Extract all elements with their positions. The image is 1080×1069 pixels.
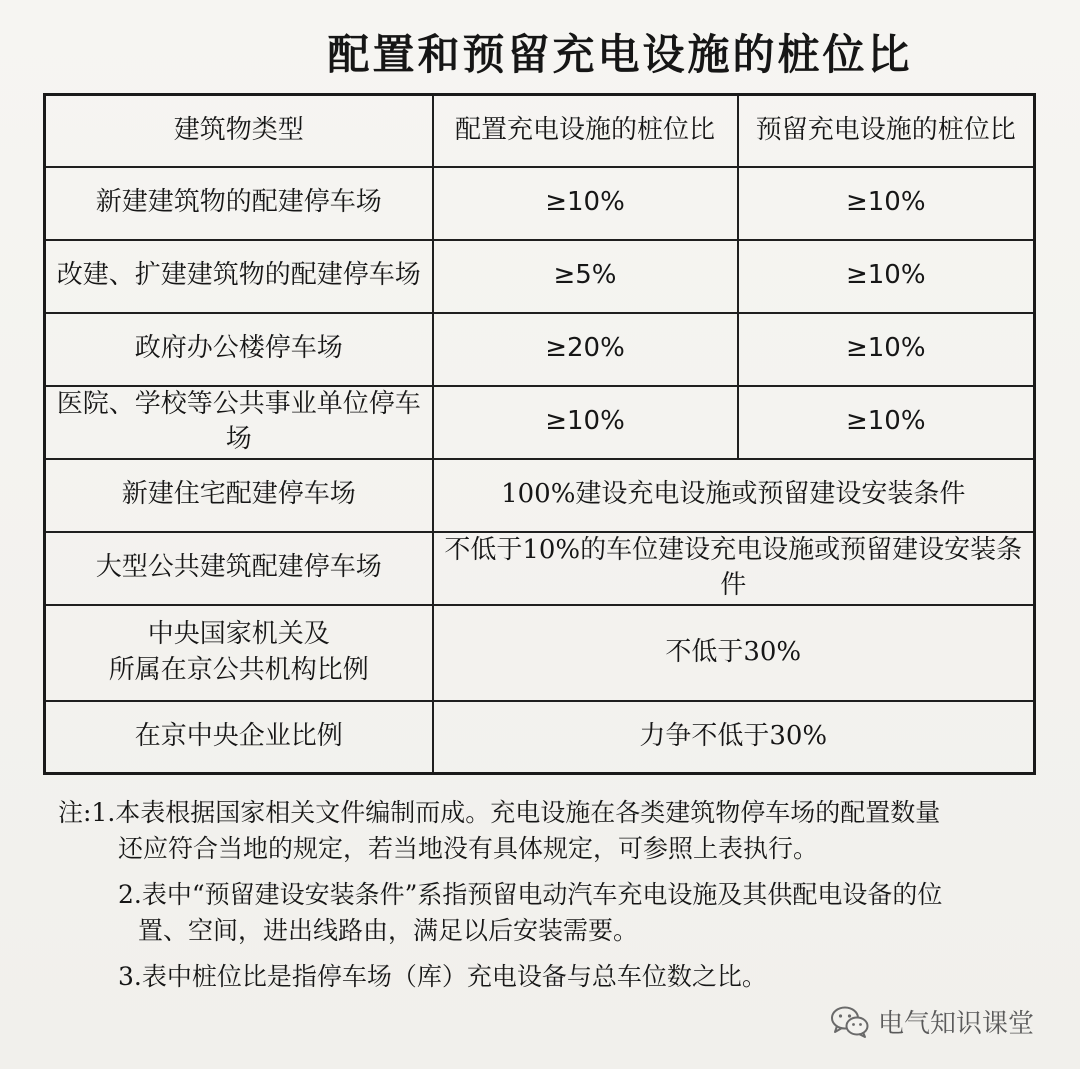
note-3-line-1: 3.表中桩位比是指停车场（库）充电设备与总车位数之比。 (118, 962, 767, 991)
cell-config-ratio: ≥10% (433, 386, 738, 459)
cell-merged-ratio: 100%建设充电设施或预留建设安装条件 (433, 459, 1035, 532)
cell-reserve-ratio: ≥10% (738, 313, 1035, 386)
watermark (830, 1003, 1034, 1040)
table-row (45, 605, 1035, 701)
table-row (45, 313, 1035, 386)
watermark-text: 电气知识课堂 (878, 1009, 1035, 1039)
cell-config-ratio: ≥10% (433, 167, 738, 240)
note-2 (58, 877, 1058, 949)
table-header-row (45, 95, 1035, 167)
table-row (45, 701, 1035, 774)
header-reserve-ratio: 预留充电设施的桩位比 (738, 95, 1035, 167)
note-2-line-2: 置、空间，进出线路由，满足以后安装需要。 (138, 916, 639, 945)
cell-merged-ratio: 不低于10%的车位建设充电设施或预留建设安装条件 (433, 532, 1035, 605)
cell-building-type: 改建、扩建建筑物的配建停车场 (45, 240, 433, 313)
cell-building-type: 大型公共建筑配建停车场 (45, 532, 433, 605)
cell-reserve-ratio: ≥10% (738, 167, 1035, 240)
note-1-line-2: 还应符合当地的规定，若当地没有具体规定，可参照上表执行。 (118, 834, 819, 863)
table-row (45, 167, 1035, 240)
table-row (45, 532, 1035, 605)
cell-building-type: 在京中央企业比例 (45, 701, 433, 774)
note-3 (58, 959, 1058, 995)
note-1-line-1: 注:1.本表根据国家相关文件编制而成。充电设施在各类建筑物停车场的配置数量 (58, 798, 941, 827)
table-notes (58, 795, 1058, 1005)
cell-building-type: 医院、学校等公共事业单位停车场 (45, 386, 433, 459)
cell-building-type: 政府办公楼停车场 (45, 313, 433, 386)
cell-building-type: 新建住宅配建停车场 (45, 459, 433, 532)
page-title: 配置和预留充电设施的桩位比 (327, 30, 913, 79)
note-1 (58, 795, 1058, 867)
cell-building-type (45, 605, 433, 701)
note-2-line-1: 2.表中“预留建设安装条件”系指预留电动汽车充电设施及其供配电设备的位 (118, 880, 943, 909)
charging-ratio-table (43, 93, 1036, 775)
cell-building-type-line1: 中央国家机关及 (147, 619, 330, 650)
cell-merged-ratio: 不低于30% (433, 605, 1035, 701)
cell-config-ratio: ≥20% (433, 313, 738, 386)
header-building-type: 建筑物类型 (45, 95, 433, 167)
cell-reserve-ratio: ≥10% (738, 240, 1035, 313)
cell-reserve-ratio: ≥10% (738, 386, 1035, 459)
cell-building-type-line2: 所属在京公共机构比例 (108, 654, 369, 685)
wechat-icon (830, 1005, 870, 1039)
cell-building-type: 新建建筑物的配建停车场 (45, 167, 433, 240)
table-row (45, 459, 1035, 532)
table-row (45, 386, 1035, 459)
table-row (45, 240, 1035, 313)
cell-merged-ratio: 力争不低于30% (433, 701, 1035, 774)
cell-config-ratio: ≥5% (433, 240, 738, 313)
header-config-ratio: 配置充电设施的桩位比 (433, 95, 738, 167)
